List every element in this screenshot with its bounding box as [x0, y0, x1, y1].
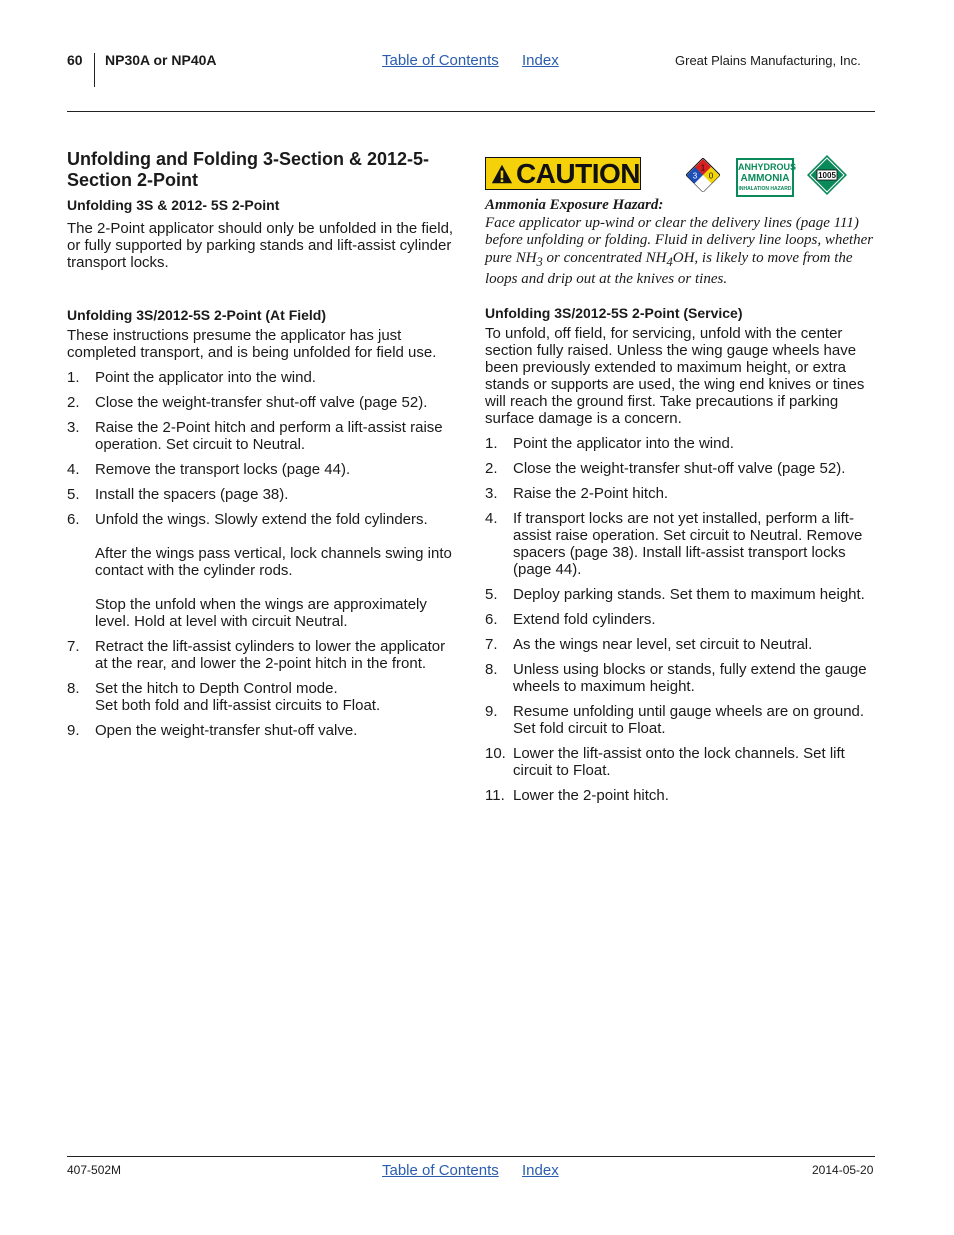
- page-number: 60: [67, 52, 83, 68]
- right-column: [485, 305, 877, 812]
- list-item: [485, 636, 877, 653]
- list-item: [67, 680, 459, 714]
- step-number: 9.: [67, 722, 80, 739]
- step-number: 4.: [485, 510, 498, 527]
- step-text: Resume unfolding until gauge wheels are on ground. Set fold circuit to Float.: [513, 703, 865, 737]
- step-text: Unfold the wings. Slowly extend the fold cylinders.: [95, 511, 428, 528]
- sub1-title: Unfolding 3S & 2012- 5S 2-Point: [67, 197, 280, 213]
- step-number: 4.: [67, 461, 80, 478]
- step-number: 2.: [67, 394, 80, 411]
- header-toc-link[interactable]: Table of Contents: [382, 52, 499, 69]
- list-item: [485, 745, 877, 779]
- list-item: [67, 486, 459, 503]
- step-text: Raise the 2-Point hitch.: [513, 485, 669, 502]
- step-number: 8.: [67, 680, 80, 697]
- list-item: [485, 611, 877, 628]
- footer-rule: [67, 1156, 875, 1157]
- step-number: 3.: [485, 485, 498, 502]
- step-text: Close the weight-transfer shut-off valve (page 52).: [513, 460, 846, 477]
- list-item: [67, 638, 459, 672]
- step-number: 1.: [67, 369, 80, 386]
- step-text: Point the applicator into the wind.: [513, 435, 734, 452]
- step-text: Retract the lift-assist cylinders to lower the applicator at the rear, and lower the 2-point hitch in the front.: [95, 638, 446, 672]
- step-text-line2: Set both fold and lift-assist circuits to Float.: [95, 697, 381, 714]
- sub3-intro: To unfold, off field, for servicing, unfold with the center section fully raised. Unless the wing gauge wheels have been previously extended to maximum height, or extra stands or supports are used, the wing end knives or tines will reach the ground first. Take precautions if parking surface damage is a concern.: [485, 325, 865, 427]
- nfpa-health: 3: [692, 171, 698, 181]
- list-item: [67, 419, 459, 453]
- list-item: [485, 661, 877, 695]
- step-number: 7.: [485, 636, 498, 653]
- step-number: 2.: [485, 460, 498, 477]
- hazard-text-1: Face applicator up-wind or clear the delivery lines (page 111) before unfolding or folding. Fluid in delivery line loops, whether pure NH: [485, 214, 874, 266]
- hazard-title: Ammonia Exposure Hazard:: [485, 197, 664, 213]
- sub3-title: Unfolding 3S/2012-5S 2-Point (Service): [485, 305, 743, 321]
- revision-date: 2014-05-20: [812, 1163, 874, 1177]
- anhydrous-line3: INHALATION HAZARD: [738, 186, 792, 192]
- list-item: [485, 586, 877, 603]
- list-item: [67, 511, 459, 630]
- left-column: [67, 149, 459, 747]
- list-item: [67, 369, 459, 386]
- step-number: 11.: [485, 787, 505, 804]
- list-item: [485, 510, 877, 578]
- step-number: 5.: [67, 486, 80, 503]
- step-text: Lower the lift-assist onto the lock channels. Set lift circuit to Float.: [513, 745, 845, 779]
- list-item: [67, 461, 459, 478]
- list-item: [67, 394, 459, 411]
- footer-index-link[interactable]: Index: [522, 1162, 559, 1179]
- caution-label: [485, 157, 641, 190]
- step-number: 6.: [485, 611, 498, 628]
- anhydrous-line1: ANHYDROUS: [738, 162, 797, 172]
- warning-triangle-icon: [491, 162, 513, 186]
- list-item: [485, 460, 877, 477]
- list-item: [67, 722, 459, 739]
- field-steps-list: [67, 369, 459, 739]
- header-divider: [94, 53, 95, 87]
- section-title: Unfolding and Folding 3-Section & 2012-5-Section 2-Point: [67, 149, 430, 190]
- footer-toc-link[interactable]: Table of Contents: [382, 1162, 499, 1179]
- step-text: If transport locks are not yet installed, perform a lift-assist raise operation. Set circuit to Neutral. Remove spacers (page 38). Install lift-assist transport locks (page 44).: [513, 510, 863, 578]
- step-number: 5.: [485, 586, 498, 603]
- doc-number: 407-502M: [67, 1163, 122, 1177]
- service-steps-list: [485, 435, 877, 804]
- nfpa-reactivity: 0: [708, 171, 714, 181]
- nfpa-flammability: 1: [700, 163, 706, 173]
- list-item: [485, 485, 877, 502]
- step-text: Remove the transport locks (page 44).: [95, 461, 351, 478]
- step-text: Install the spacers (page 38).: [95, 486, 289, 503]
- anhydrous-ammonia-sign: [736, 158, 797, 197]
- step-text: Lower the 2-point hitch.: [513, 787, 669, 804]
- list-item: [485, 703, 877, 737]
- company-name: Great Plains Manufacturing, Inc.: [675, 53, 861, 68]
- step-text: Point the applicator into the wind.: [95, 369, 316, 386]
- step-text: Unless using blocks or stands, fully extend the gauge wheels to maximum height.: [513, 661, 867, 695]
- hazard-sub-2: 4: [666, 254, 673, 269]
- nfpa-diamond-icon: [686, 158, 720, 192]
- sub1-text: The 2-Point applicator should only be unfolded in the field, or fully supported by parking stands and lift-assist cylinder transport locks.: [67, 220, 454, 271]
- sub2-title: Unfolding 3S/2012-5S 2-Point (At Field): [67, 307, 327, 323]
- step-number: 10.: [485, 745, 506, 762]
- un-placard-icon: [807, 155, 847, 195]
- step-number: 6.: [67, 511, 80, 528]
- model-title: NP30A or NP40A: [105, 52, 217, 68]
- step-text: Raise the 2-Point hitch and perform a lift-assist raise operation. Set circuit to Neutral.: [95, 419, 443, 453]
- hazard-text: [485, 215, 877, 289]
- step-number: 9.: [485, 703, 498, 720]
- step-text-para2: After the wings pass vertical, lock channels swing into contact with the cylinder rods.: [95, 545, 452, 579]
- step-number: 8.: [485, 661, 498, 678]
- step-number: 1.: [485, 435, 498, 452]
- step-text: Set the hitch to Depth Control mode.: [95, 680, 338, 697]
- list-item: [485, 435, 877, 452]
- step-text-para3: Stop the unfold when the wings are approximately level. Hold at level with circuit Neutral.: [95, 596, 427, 630]
- list-item: [485, 787, 877, 804]
- step-text: As the wings near level, set circuit to Neutral.: [513, 636, 813, 653]
- placard-number: 1005: [818, 171, 836, 180]
- hazard-statement: [485, 197, 877, 289]
- step-text: Deploy parking stands. Set them to maximum height.: [513, 586, 865, 603]
- anhydrous-line2: AMMONIA: [740, 173, 790, 184]
- header-rule: [67, 111, 875, 112]
- header-index-link[interactable]: Index: [522, 52, 559, 69]
- step-text: Close the weight-transfer shut-off valve (page 52).: [95, 394, 428, 411]
- step-text: Extend fold cylinders.: [513, 611, 656, 628]
- hazard-sub-1: 3: [536, 254, 543, 269]
- sub2-intro: These instructions presume the applicator has just completed transport, and is being unfolded for field use.: [67, 327, 437, 361]
- step-number: 7.: [67, 638, 80, 655]
- hazard-text-3: OH, is likely to move from the loops and drip out at the knives or tines.: [485, 249, 853, 287]
- step-number: 3.: [67, 419, 80, 436]
- step-text: Open the weight-transfer shut-off valve.: [95, 722, 358, 739]
- caution-word: CAUTION: [515, 157, 640, 189]
- hazard-text-2: or concentrated NH: [542, 249, 667, 266]
